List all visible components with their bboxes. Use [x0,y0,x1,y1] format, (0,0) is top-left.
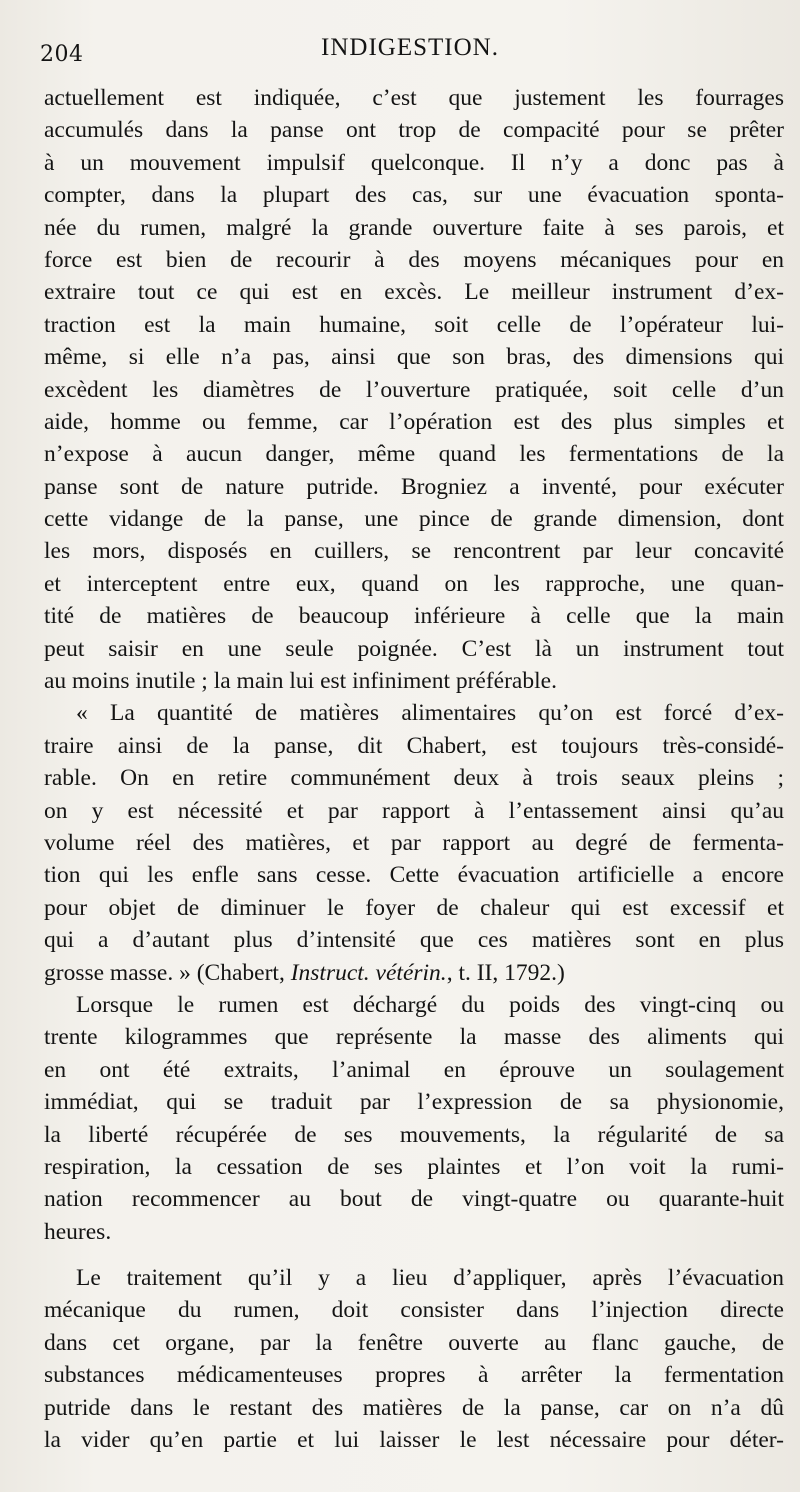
text-line: tion qui les enfle sans cesse. Cette évacuation artificielle a encore [44,862,784,889]
citation-title: Instruct. vétérin. [290,959,447,986]
text-line: putride dans le restant des matières de la panse, car on n’a dû [44,1394,784,1421]
text-line: on y est nécessité et par rapport à l’entassement ainsi qu’au [44,797,784,824]
text-line: la vider qu’en partie et lui laisser le lest nécessaire pour déter- [44,1427,784,1454]
citation-line [44,957,784,989]
text-line: force est bien de recourir à des moyens mécaniques pour en [44,246,784,273]
text-line: rable. On en retire communément deux à trois seaux pleins ; [44,765,784,792]
text-line: même, si elle n’a pas, ainsi que son bras, des dimensions qui [44,344,784,371]
text-line: n’expose à aucun danger, même quand les fermentations de la [44,441,784,468]
text-line: immédiat, qui se traduit par l’expression de sa physionomie, [44,1089,784,1116]
text-line: Lorsque le rumen est déchargé du poids des vingt-cinq ou [76,991,784,1018]
text-line: mécanique du rumen, doit consister dans l’injection directe [44,1297,784,1324]
text-line: en ont été extraits, l’animal en éprouve un soulagement [44,1056,784,1083]
text-line: respiration, la cessation de ses plaintes et l’on voit la rumi- [44,1153,784,1180]
text-line: traire ainsi de la panse, dit Chabert, est toujours très-considé- [44,732,784,759]
text-line: aide, homme ou femme, car l’opération est des plus simples et [44,408,784,435]
page-header [40,30,780,70]
text-line: qui a d’autant plus d’intensité que ces matières sont en plus [44,927,784,954]
text-line: les mors, disposés en cuillers, se rencontrent par leur concavité [44,538,784,565]
text-line: la liberté récupérée de ses mouvements, la régularité de sa [44,1121,784,1148]
text-line: à un mouvement impulsif quelconque. Il n’y a donc pas à [44,149,784,176]
text-line: panse sont de nature putride. Brogniez a inventé, pour exécuter [44,473,784,500]
text-line: trente kilogrammes que représente la masse des aliments qui [44,1024,784,1051]
text-line: extraire tout ce qui est en excès. Le meilleur instrument d’ex- [44,279,784,306]
text-line: traction est la main humaine, soit celle de l’opérateur lui- [44,311,784,338]
citation-reference: , t. II, 1792.) [446,959,565,986]
text-line: cette vidange de la panse, une pince de grande dimension, dont [44,506,784,533]
text-line: volume réel des matières, et par rapport au degré de fermenta- [44,829,784,856]
text-line: nation recommencer au bout de vingt-quatre ou quarante-huit [44,1186,784,1213]
text-line: Le traitement qu’il y a lieu d’appliquer, après l’évacuation [76,1265,784,1292]
text-line: excèdent les diamètres de l’ouverture pratiquée, soit celle d’un [44,376,784,403]
text-line: et interceptent entre eux, quand on les rapproche, une quan- [44,570,784,597]
text-line: compter, dans la plupart des cas, sur une évacuation sponta- [44,182,784,209]
text-line: « La quantité de matières alimentaires qu’on est forcé d’ex- [76,700,784,727]
body-text [44,82,784,1456]
text-line: née du rumen, malgré la grande ouverture faite à ses parois, et [44,214,784,241]
running-title: INDIGESTION. [321,34,499,61]
citation-text: grosse masse. » (Chabert, [44,959,291,986]
text-line: accumulés dans la panse ont trop de compacité pour se prêter [44,117,784,144]
text-line: peut saisir en une seule poignée. C’est là un instrument tout [44,635,784,662]
text-line: substances médicamenteuses propres à arrêter la fermentation [44,1362,784,1389]
text-line: actuellement est indiquée, c’est que justement les fourrages [44,85,784,111]
text-line: au moins inutile ; la main lui est infiniment préférable. [44,668,557,695]
text-line: tité de matières de beaucoup inférieure à celle que la main [44,603,784,630]
text-line: heures. [44,1218,112,1245]
text-line: pour objet de diminuer le foyer de chaleur qui est excessif et [44,894,784,921]
text-line: dans cet organe, par la fenêtre ouverte au flanc gauche, de [44,1329,784,1356]
page-number: 204 [40,42,84,67]
